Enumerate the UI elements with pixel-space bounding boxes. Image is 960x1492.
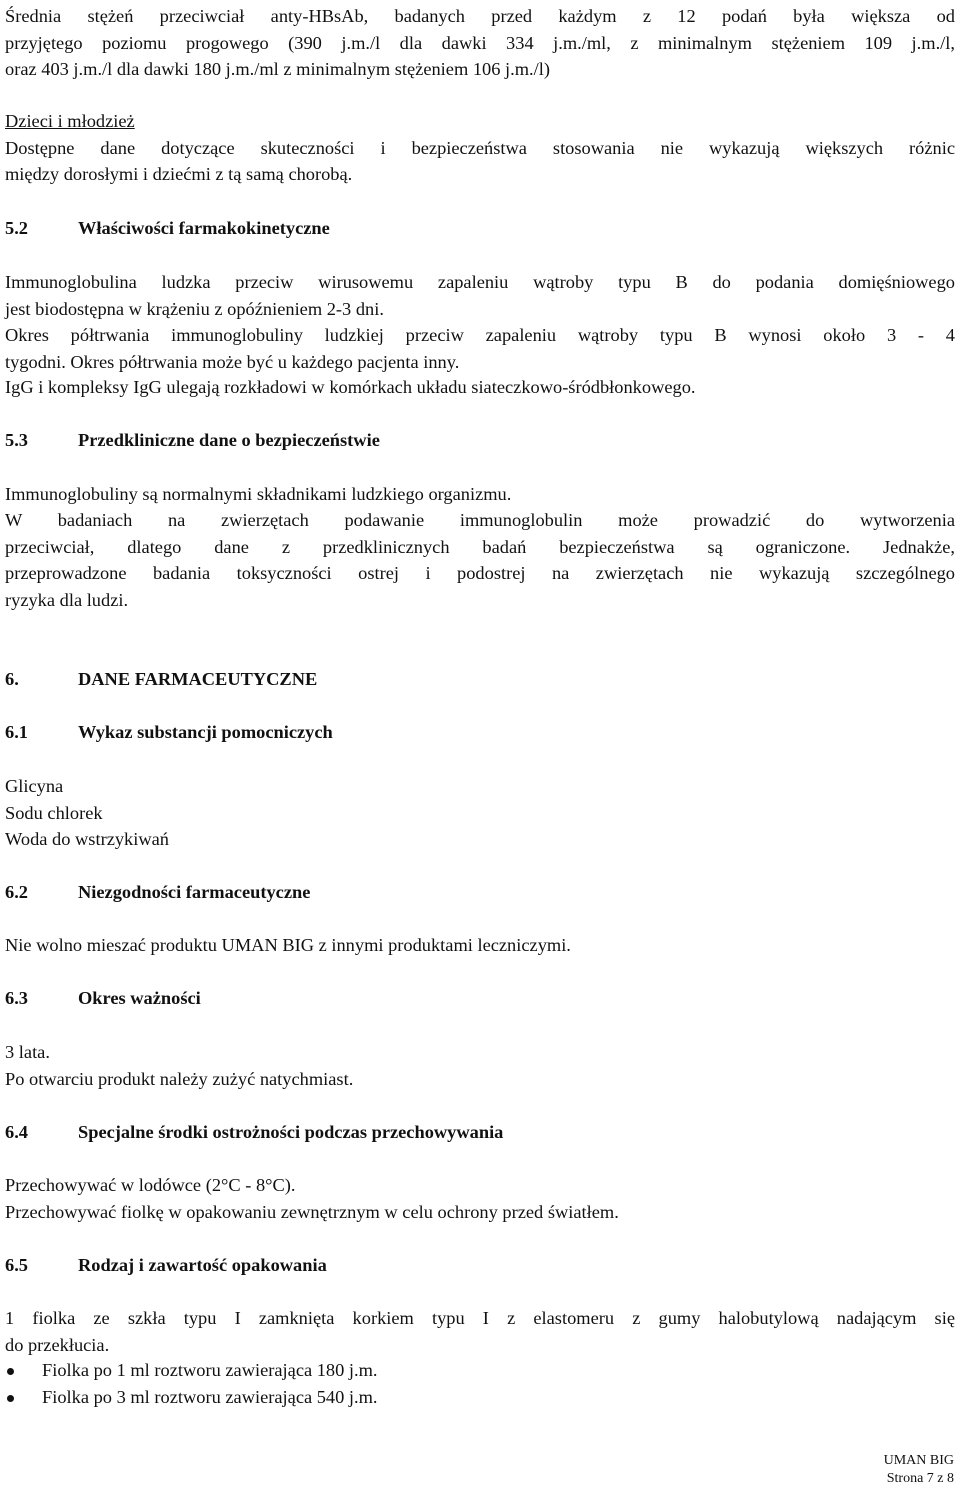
section-heading-6-5 [5,1252,327,1279]
text-line: IgG i kompleksy IgG ulegają rozkładowi w komórkach układu siateczkowo-śródbłonkowego. [5,377,696,397]
text-line: do przekłucia. [5,1334,110,1355]
bullet-text: Fiolka po 3 ml roztworu zawierająca 540 j.m. [42,1387,378,1407]
s64-text [5,1172,955,1225]
s52-paragraph-2 [5,322,955,375]
section-heading-6 [5,666,317,693]
list-item [5,1384,945,1411]
section-number: 6.2 [5,882,28,902]
section-number: 5.2 [5,218,28,238]
section-title: Okres ważności [78,988,201,1008]
text-line: Immunoglobulina ludzka przeciw wirusowemu zapaleniu wątroby typu B do podania domięśniowego [5,272,955,292]
section-title: Przedkliniczne dane o bezpieczeństwie [78,430,380,450]
text-line: Dostępne dane dotyczące skuteczności i bezpieczeństwa stosowania nie wykazują większych różnic [5,137,955,158]
text-line: między dorosłymi i dziećmi z tą samą chorobą. [5,164,353,184]
text-line: W badaniach na zwierzętach podawanie immunoglobulin może prowadzić do wytworzenia [5,510,955,530]
section-number: 6.5 [5,1255,28,1275]
section-heading-6-1 [5,719,333,746]
list-item: Sodu chlorek [5,802,103,823]
s62-text [5,932,955,959]
text-line: przeprowadzone badania toksyczności ostrej i podostrej na zwierzętach nie wykazują szczególnego [5,563,955,583]
section-title: Niezgodności farmaceutyczne [78,882,311,902]
section-title: Specjalne środki ostrożności podczas przechowywania [78,1122,504,1142]
section-number: 6.1 [5,722,28,742]
children-section [5,108,955,188]
text-line: oraz 403 j.m./l dla dawki 180 j.m./ml z minimalnym stężeniem 106 j.m./l) [5,59,550,79]
list-item: Glicyna [5,776,64,796]
list-item: Woda do wstrzykiwań [5,829,169,849]
bullet-text: Fiolka po 1 ml roztworu zawierająca 180 j.m. [42,1360,378,1380]
text-line: Średnia stężeń przeciwciał anty-HBsAb, badanych przed każdym z 12 podań była większa od [5,6,955,26]
s65-text [5,1305,955,1358]
text-line: przyjętego poziomu progowego (390 j.m./l dla dawki 334 j.m./ml, z minimalnym stężeniem 109 j.m./l, [5,32,955,53]
text-line: Przechowywać w lodówce (2°C - 8°C). [5,1175,296,1195]
text-line: Po otwarciu produkt należy zużyć natychmiast. [5,1068,354,1089]
children-heading: Dzieci i młodzież [5,111,135,131]
text-line: Przechowywać fiolkę w opakowaniu zewnętrznym w celu ochrony przed światłem. [5,1201,619,1222]
section-title: Właściwości farmakokinetyczne [78,218,330,238]
intro-paragraph [5,3,955,83]
text-line: 1 fiolka ze szkła typu I zamknięta korkiem typu I z elastomeru z gumy halobutylową nadającym się [5,1308,955,1328]
s52-paragraph-3 [5,374,955,401]
section-number: 6. [5,669,19,689]
package-bullet-list [5,1357,945,1411]
page-number: Strona 7 z 8 [886,1471,954,1486]
s52-paragraph-1 [5,269,955,322]
footer-product: UMAN BIG [883,1453,954,1468]
excipients-list [5,773,955,853]
text-line: Okres półtrwania immunoglobuliny ludzkiej przeciw zapaleniu wątroby typu B wynosi około 3 - 4 [5,325,955,345]
s53-paragraph-2 [5,507,955,613]
bullet-icon [7,1395,14,1402]
list-item [5,1357,945,1384]
text-line: ryzyka dla ludzi. [5,589,129,610]
section-heading-5-2 [5,215,330,242]
section-number: 6.3 [5,988,28,1008]
section-title: Rodzaj i zawartość opakowania [78,1255,327,1275]
section-title: Wykaz substancji pomocniczych [78,722,333,742]
text-line: jest biodostępna w krążeniu z opóźnieniem 2-3 dni. [5,298,384,319]
text-line: przeciwciał, dlatego dane z przedklinicznych badań bezpieczeństwa są ograniczone. Jednakże, [5,536,955,557]
text-line: 3 lata. [5,1042,50,1062]
section-title: DANE FARMACEUTYCZNE [78,669,318,689]
section-heading-6-3 [5,985,201,1012]
section-heading-5-3 [5,427,380,454]
page-footer [754,1452,954,1488]
text-line: Immunoglobuliny są normalnymi składnikami ludzkiego organizmu. [5,484,512,504]
text-line: Nie wolno mieszać produktu UMAN BIG z innymi produktami leczniczymi. [5,935,571,955]
section-heading-6-2 [5,879,310,906]
s63-text [5,1039,955,1092]
section-number: 5.3 [5,430,28,450]
section-number: 6.4 [5,1122,28,1142]
s53-paragraph-1 [5,481,955,508]
text-line: tygodni. Okres półtrwania może być u każdego pacjenta inny. [5,351,460,372]
bullet-icon [7,1368,14,1375]
section-heading-6-4 [5,1119,503,1146]
